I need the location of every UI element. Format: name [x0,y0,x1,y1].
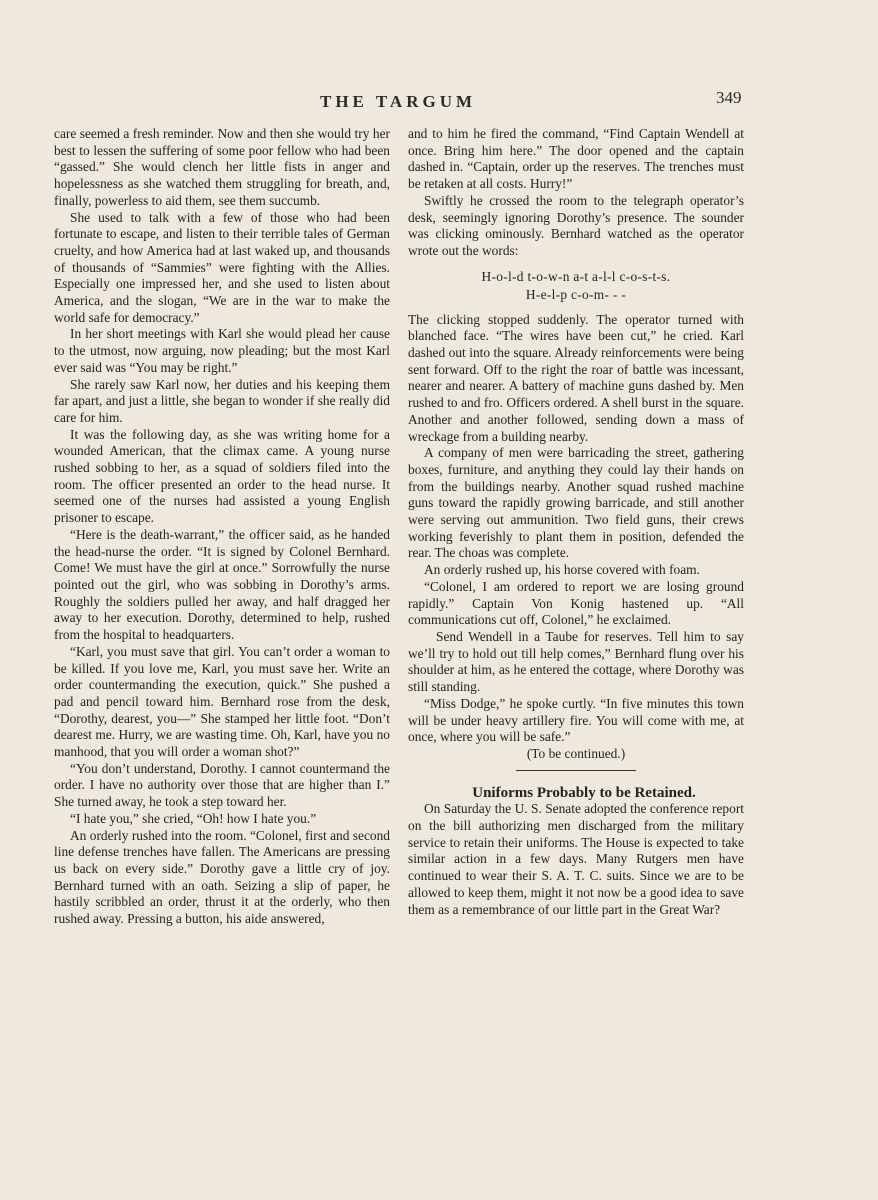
article-title: Uniforms Probably to be Retained. [472,784,696,801]
section-divider [516,770,636,771]
paragraph: “I hate you,” she cried, “Oh! how I hate you.” [70,810,317,826]
paragraph: and to him he fired the command, “Find Captain Wendell at once. Bring him here.” The door opened and the captain dashed in. “Captain, order up the reserves. The trenches must be retaken at all costs. Hurry!” [408,126,744,192]
article-body: On Saturday the U. S. Senate adopted the conference report on the bill authorizing men discharged from the military service to retain their uniforms. The House is expected to take similar action in a few days. Many Rutgers men have continued to wear their S. A. T. C. suits. Since we are to be allowed to keep them, might it not now be a good idea to save them as a remembrance of our little part in the Great War? [408,801,744,917]
paragraph: It was the following day, as she was writing home for a wounded American, that the climax came. A young nurse rushed sobbing to her, as a squad of soldiers filed into the room. The officer presented an order to the head nurse. It seemed one of the nurses had assisted a young English prisoner to escape. [54,426,390,526]
to-be-continued: (To be continued.) [526,745,626,761]
running-title: THE TARGUM [320,92,477,111]
telegraph-line: H-e-l-p c-o-m- - - [525,286,627,302]
paragraph: She rarely saw Karl now, her duties and his keeping them far apart, and just a little, she began to wonder if she really did care for him. [54,376,390,425]
paragraph: Swiftly he crossed the room to the telegraph operator’s desk, seemingly ignoring Dorothy’s presence. The sounder was clicking ominously. Bernhard watched as the operator wrote out the words: [408,192,744,258]
paragraph: “You don’t understand, Dorothy. I cannot countermand the order. I have no authority over those that are higher than I.” She turned away, he took a step toward her. [54,760,390,810]
telegraph-message [408,268,744,304]
telegraph-line: H-o-l-d t-o-w-n a-t a-l-l c-o-s-t-s. [481,268,671,284]
paragraph: An orderly rushed into the room. “Colonel, first and second line defense trenches have fallen. The Americans are pressing us back on every side.” Dorothy gave a little cry of joy. Bernhard turned with an oath. Seizing a slip of paper, he hastily scribbled an order, thrust it at the orderly, who then rushed away. Pressing a button, his aide answered, [54,827,390,927]
paragraph: “Karl, you must save that girl. You can’t order a woman to be killed. If you love me, Karl, you must save her. Write an order countermanding the execution, quick.” She pushed a pad and pencil toward him. Bernhard rose from the desk, “Dorothy, dearest, you—” She stamped her little foot. “Don’t dearest me. Hurry, we are wasting time. Oh, Karl, have you no manhood, that you will order a woman shot?” [54,643,390,760]
right-column [408,126,744,918]
paragraph: “Here is the death-warrant,” the officer said, as he handed the head-nurse the order. “It is signed by Colonel Bernhard. Come! We must have the girl at once.” Sorrowfully the nurse pointed out the girl, who was sobbing in Dorothy’s arms. Roughly the soldiers pulled her away, and half dragged her away to her execution. Dorothy, determined to help, rushed from the hospital to headquarters. [54,526,390,643]
paragraph: A company of men were barricading the street, gathering boxes, furniture, and anything they could lay their hands on from the buildings nearby. Another squad rushed machine guns toward the rapidly growing barricade, and still another were serving out ammunition. Two field guns, their crews working feverishly to plant them in position, defended the rear. The choas was complete. [408,445,744,561]
paragraph: An orderly rushed up, his horse covered with foam. [424,562,700,578]
paragraph: care seemed a fresh reminder. Now and then she would try her best to lessen the suffering of some poor fellow who had been “gassed.” She would clench her little fists in anger and hopelessness as she watched them struggling for breath, and, finally, powerless to aid them, see them succumb. [54,126,390,208]
paragraph: She used to talk with a few of those who had been fortunate to escape, and listen to their terrible tales of German cruelty, and how America had at last waked up, and thousands of thousands of “Sammies” were fighting with the Allies. Especially one impressed her, and she used to listen about America, and the slogan, “We are in the war to make the world safe for democracy.” [54,209,390,325]
left-column [54,126,390,928]
paragraph: Send Wendell in a Taube for reserves. Tell him to say we’ll try to hold out till help comes,” Bernhard flung over his shoulder at him, as he entered the cottage, where Dorothy was still standing. [408,628,744,695]
page-header [0,88,878,118]
paragraph: “Colonel, I am ordered to report we are losing ground rapidly.” Captain Von Konig hastened up. “All communications cut off, Colonel,” he exclaimed. [408,578,744,628]
paragraph: In her short meetings with Karl she would plead her cause to the utmost, now arguing, now pleading; but the most Karl ever said was “You may be right.” [54,326,390,375]
paragraph: “Miss Dodge,” he spoke curtly. “In five minutes this town will be under heavy artillery fire. You will come with me, at once, where you will be safe.” [408,695,744,745]
paragraph: The clicking stopped suddenly. The operator turned with blanched face. “The wires have been cut,” he cried. Karl dashed out into the square. Already reinforcements were being sent forward. Off to the right the roar of battle was incessant, nearer and nearer. A battery of machine guns dashed by. Men rushed to and fro. Officers ordered. A shell burst in the square. Another and another followed, sending down a mass of wreckage from a building nearby. [408,311,744,444]
page-number: 349 [716,88,742,107]
